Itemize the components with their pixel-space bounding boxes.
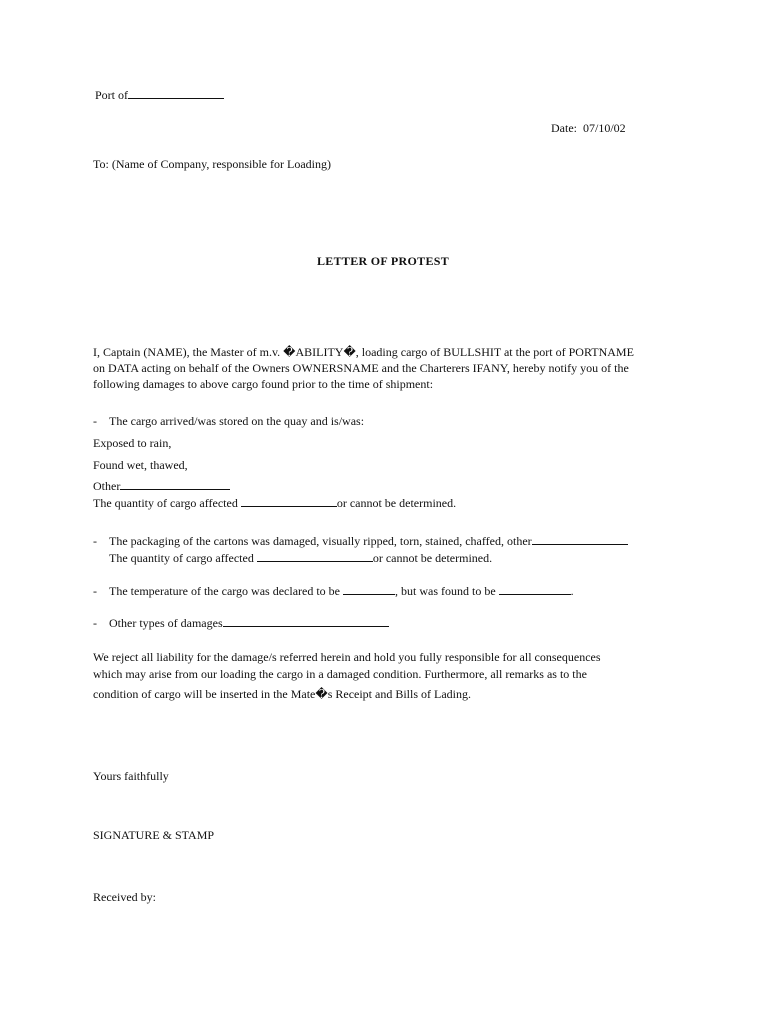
item3-text-b: , but was found to be (395, 584, 499, 598)
date-line (551, 120, 626, 136)
item1-text: The cargo arrived/was stored on the quay and is/was: (109, 414, 365, 428)
item1-quantity (93, 495, 456, 511)
intro-line-1: I, Captain (NAME), the Master of m.v. �ABILITY�, loading cargo of BULLSHIT at the port of PORTNAME (93, 345, 634, 359)
item3-found-blank (499, 583, 571, 595)
date-value: 07/10/02 (583, 121, 626, 135)
item1-qty-prefix: The quantity of cargo affected (93, 496, 241, 510)
intro-line-3: following damages to above cargo found prior to the time of shipment: (93, 377, 434, 391)
yours-faithfully: Yours faithfully (93, 769, 169, 783)
closing-line-1: We reject all liability for the damage/s referred herein and hold you fully responsible for all consequences (93, 650, 601, 664)
item2-text: The packaging of the cartons was damaged, visually ripped, torn, stained, chaffed, other (109, 534, 532, 548)
port-line (95, 87, 224, 103)
item3-text-a: The temperature of the cargo was declared to be (109, 584, 343, 598)
item2-other-blank (532, 533, 628, 545)
item2-quantity (109, 550, 492, 566)
item4-blank (223, 615, 389, 627)
closing-line-3: condition of cargo will be inserted in the Mate�s Receipt and Bills of Lading. (93, 687, 471, 701)
item2-bullet: - (93, 534, 97, 548)
signature-stamp: SIGNATURE & STAMP (93, 828, 215, 842)
item1-option-other (93, 478, 230, 494)
item1-qty-suffix: or cannot be determined. (336, 496, 457, 510)
item1-other-blank (120, 478, 230, 490)
item3-line (93, 583, 574, 599)
date-label: Date: (551, 121, 577, 135)
item4-line (93, 615, 389, 631)
port-blank (128, 87, 224, 99)
item3-declared-blank (343, 583, 395, 595)
item2-qty-blank (257, 550, 373, 562)
item2-line (93, 533, 628, 549)
item3-text-c: . (570, 584, 574, 598)
item1-option-rain: Exposed to rain, (93, 436, 172, 450)
item3-bullet: - (93, 584, 97, 598)
item1-other-label: Other (93, 479, 121, 493)
item1-qty-blank (241, 495, 337, 507)
item4-text: Other types of damages (109, 616, 223, 630)
item1-bullet: - (93, 414, 97, 428)
received-by: Received by: (93, 890, 156, 904)
item1-line (93, 413, 364, 429)
intro-line-2: on DATA acting on behalf of the Owners OWNERSNAME and the Charterers IFANY, hereby notify you of the (93, 361, 629, 375)
item4-bullet: - (93, 616, 97, 630)
port-label: Port of (95, 88, 128, 102)
item1-option-wet: Found wet, thawed, (93, 458, 188, 472)
to-line: To: (Name of Company, responsible for Loading) (93, 157, 331, 171)
item2-qty-prefix: The quantity of cargo affected (109, 551, 257, 565)
closing-line-2: which may arise from our loading the cargo in a damaged condition. Furthermore, all remarks as to the (93, 667, 587, 681)
item2-qty-suffix: or cannot be determined. (372, 551, 493, 565)
letter-title: LETTER OF PROTEST (317, 254, 450, 268)
